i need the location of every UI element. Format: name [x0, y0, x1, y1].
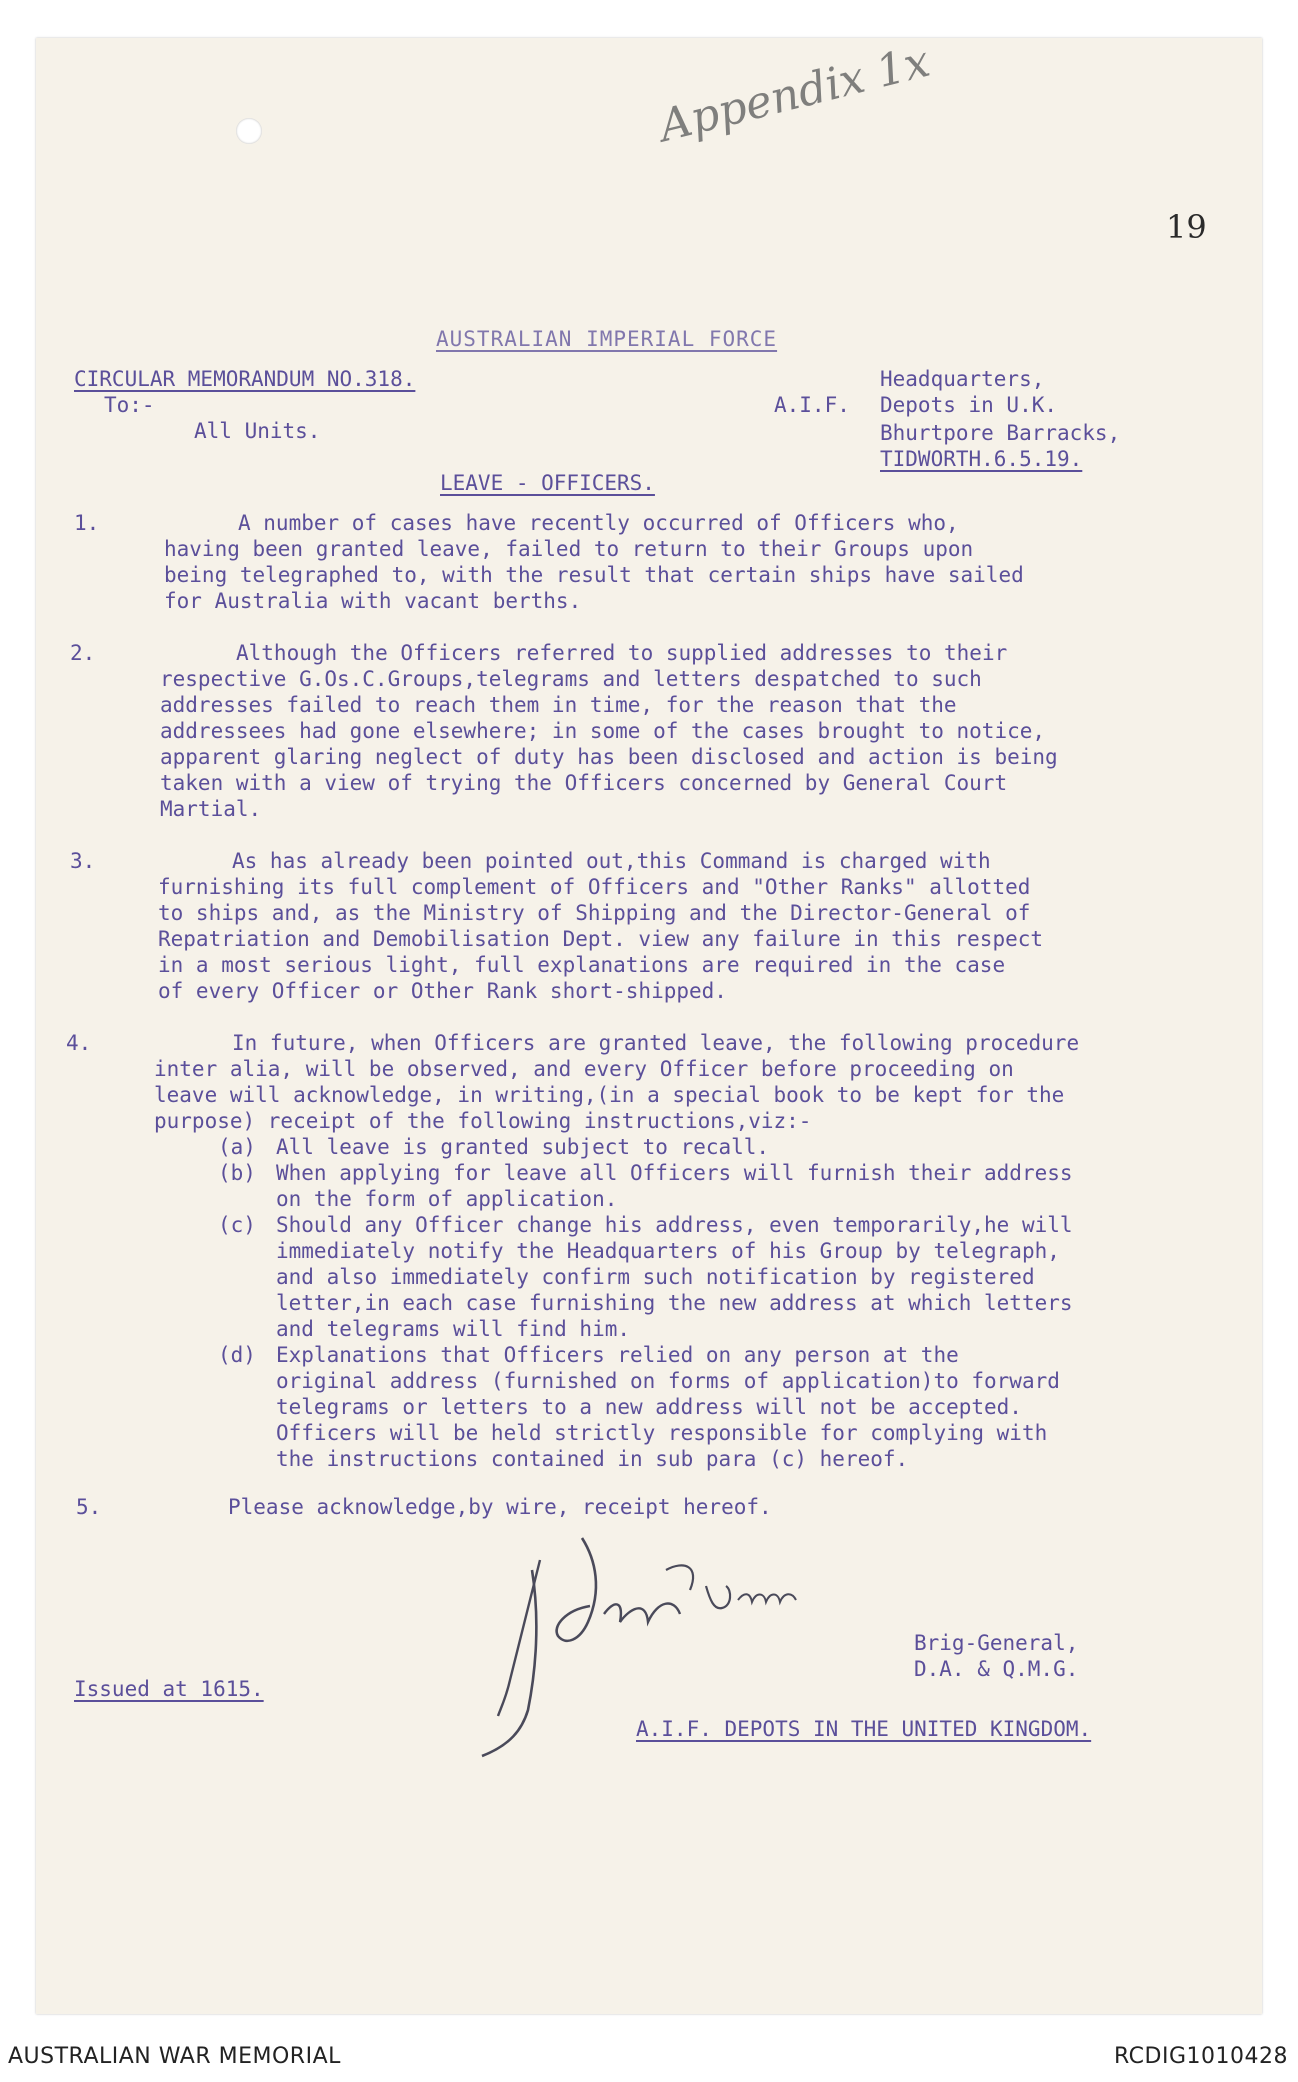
footer-left: AUSTRALIAN WAR MEMORIAL: [8, 2044, 341, 2069]
to-label: To:-: [104, 393, 155, 417]
organisation: A.I.F. DEPOTS IN THE UNITED KINGDOM.: [636, 1717, 1092, 1741]
paragraph-line: As has already been pointed out,this Command is charged with: [232, 849, 991, 873]
address-line-1: Headquarters,: [880, 367, 1045, 391]
paragraph-line: purpose) receipt of the following instructions,viz:-: [154, 1109, 812, 1133]
paragraph-5: Please acknowledge,by wire, receipt hereof.: [228, 1495, 772, 1519]
paragraph-line: being telegraphed to, with the result that certain ships have sailed: [164, 563, 1024, 587]
paragraph-number: 1.: [74, 511, 100, 535]
subparagraph-line: the instructions contained in sub para (c) hereof.: [276, 1447, 909, 1471]
subparagraph-line: Explanations that Officers relied on any person at the: [276, 1343, 959, 1367]
subparagraph-label: (d): [218, 1343, 256, 1367]
page-number: 19: [1166, 208, 1207, 246]
handwritten-annotation: Appendix 1x: [654, 35, 935, 153]
paragraph-line: addressees had gone elsewhere; in some of the cases brought to notice,: [160, 719, 1046, 743]
subparagraph-line: and also immediately confirm such notification by registered: [276, 1265, 1035, 1289]
paragraph-line: A number of cases have recently occurred of Officers who,: [238, 511, 959, 535]
paragraph-1: [164, 510, 1024, 614]
paragraph-line: taken with a view of trying the Officers concerned by General Court: [160, 771, 1008, 795]
memo-title: CIRCULAR MEMORANDUM NO.318.: [74, 367, 416, 391]
address-line-4: TIDWORTH.6.5.19.: [880, 447, 1083, 471]
subparagraph-label: (c): [218, 1213, 256, 1237]
subparagraph-line: All leave is granted subject to recall.: [276, 1135, 770, 1159]
paragraph-line: respective G.Os.C.Groups,telegrams and letters despatched to such: [160, 667, 982, 691]
footer-right: RCDIG1010428: [1113, 2044, 1288, 2069]
paragraph-line: Repatriation and Demobilisation Dept. view any failure in this respect: [158, 927, 1044, 951]
subparagraph-line: and telegrams will find him.: [276, 1317, 631, 1341]
address-prefix: A.I.F.: [774, 393, 850, 417]
punch-hole: [236, 118, 262, 144]
paragraph-line: In future, when Officers are granted leave, the following procedure: [232, 1031, 1080, 1055]
subparagraph-line: telegrams or letters to a new address will not be accepted.: [276, 1395, 1022, 1419]
paragraph-line: in a most serious light, full explanations are required in the case: [158, 953, 1006, 977]
subparagraph-label: (a): [218, 1135, 256, 1159]
subparagraph-line: letter,in each case furnishing the new address at which letters: [276, 1291, 1073, 1315]
paragraph-line: having been granted leave, failed to return to their Groups upon: [164, 537, 974, 561]
subparagraph-line: Should any Officer change his address, even temporarily,he will: [276, 1213, 1073, 1237]
paragraph-line: for Australia with vacant berths.: [164, 589, 582, 613]
address-line-2: Depots in U.K.: [880, 393, 1058, 417]
address-line-3: Bhurtpore Barracks,: [880, 421, 1121, 445]
subject-line: LEAVE - OFFICERS.: [440, 471, 655, 495]
document-heading: AUSTRALIAN IMPERIAL FORCE: [436, 327, 778, 351]
paragraph-number: 5.: [76, 1495, 102, 1519]
signatory-rank: Brig-General,: [914, 1631, 1079, 1655]
issued-time: Issued at 1615.: [74, 1677, 264, 1701]
paragraph-line: to ships and, as the Ministry of Shipping and the Director-General of: [158, 901, 1031, 925]
to-value: All Units.: [194, 419, 321, 443]
paragraph-line: furnishing its full complement of Officers and "Other Ranks" allotted: [158, 875, 1031, 899]
paragraph-4: [154, 1030, 1079, 1134]
subparagraph-line: on the form of application.: [276, 1187, 618, 1211]
paragraph-line: Martial.: [160, 797, 262, 821]
subparagraph-line: When applying for leave all Officers will furnish their address: [276, 1161, 1073, 1185]
paragraph-line: of every Officer or Other Rank short-shipped.: [158, 979, 727, 1003]
signatory-title: D.A. & Q.M.G.: [914, 1657, 1079, 1681]
paragraph-line: Although the Officers referred to supplied addresses to their: [236, 641, 1008, 665]
subparagraph-line: Officers will be held strictly responsible for complying with: [276, 1421, 1048, 1445]
paragraph-line: apparent glaring neglect of duty has been disclosed and action is being: [160, 745, 1058, 769]
subparagraph-line: original address (furnished on forms of application)to forward: [276, 1369, 1060, 1393]
paragraph-2: [160, 640, 1058, 822]
paragraph-number: 4.: [66, 1031, 92, 1055]
subparagraph-line: immediately notify the Headquarters of his Group by telegraph,: [276, 1239, 1060, 1263]
paragraph-line: inter alia, will be observed, and every Officer before proceeding on: [154, 1057, 1014, 1081]
subparagraph-label: (b): [218, 1161, 256, 1185]
paragraph-number: 3.: [70, 849, 96, 873]
paragraph-number: 2.: [70, 641, 96, 665]
paragraph-3: [158, 848, 1043, 1004]
paragraph-line: addresses failed to reach them in time, for the reason that the: [160, 693, 957, 717]
paragraph-line: leave will acknowledge, in writing,(in a special book to be kept for the: [154, 1083, 1065, 1107]
